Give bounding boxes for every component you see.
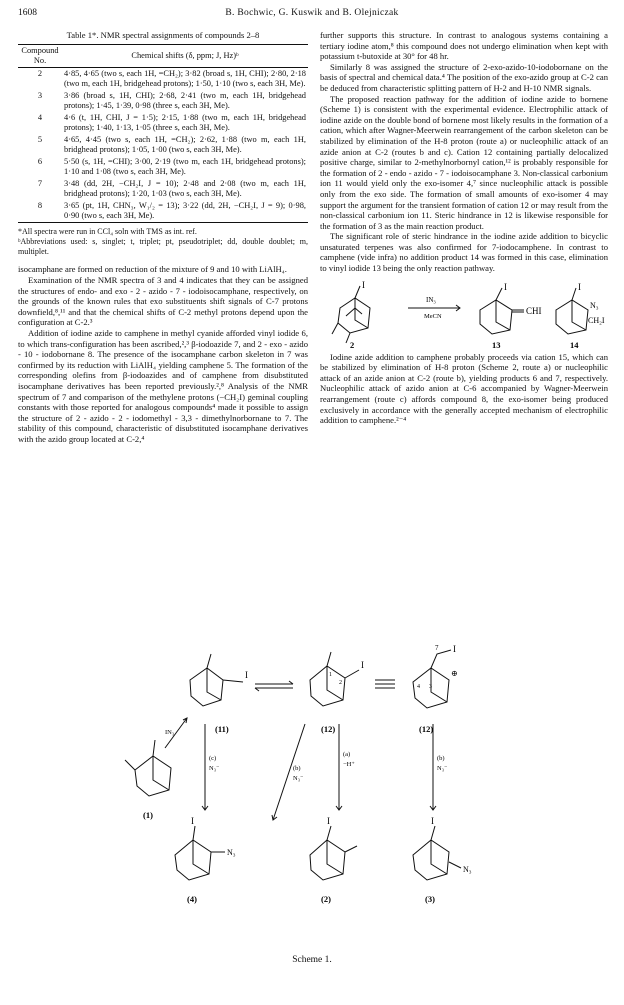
chemical-shifts: 3·86 (broad s, 1H, CHI); 2·68, 2·41 (two m, each 1H, bridgehead protons); 1·45, 1·39, 0·98 (three s, each 3H, Me). [64, 90, 306, 110]
compound-label: (12) [321, 724, 336, 734]
route-label: (b) [437, 755, 445, 762]
atom-label: 2 [339, 680, 342, 686]
atom-label: I [362, 279, 365, 290]
route-label: (a) [343, 751, 351, 758]
running-authors: B. Bochwic, G. Kuswik and B. Olejniczak [225, 8, 399, 18]
right-paragraph: The proposed reaction pathway for the addition of iodine azide to bornene (Scheme 1) is consistent with the experimental evidence. Electrophilic attack of iodine azide on the double bond of bornene most likely results in the formation of a cation, which after Wagner-Meerwein rearrangement of the carbon skeleton can be stabilized by elimination of the H-8 proton (route a) or nucleophilic attack of an azide anion at C-2 (routes b and c). Cation 12 containing partially delocalized positive charge, similar to 2-methylnorbornyl cation,¹² is probably responsible for the formation of 2 - endo - azido - 7 - iodoisocamphane 3. Non-classical carbonium ion 11 would yield only the exo-isomer 4,⁷ since nucleophilic attack is possible only from the exo side. The formation of small amounts of exo-isomer 4 may support the argument for the transient formation of cation 12 or may result from the non-classical carbonium ion 11. Steric hindrance in 12 is likewise responsible for the formation of 3 as the main reaction product. [320, 93, 608, 231]
scheme-caption: Scheme 1. [292, 955, 332, 965]
scheme-1 [95, 640, 555, 970]
atom-label: 1 [329, 672, 332, 678]
compound-number: 3 [37, 90, 43, 100]
atom-label: 4 [417, 684, 420, 690]
left-column [18, 30, 308, 444]
atom-label: I [431, 816, 434, 826]
atom-label: I [327, 816, 330, 826]
table-row [18, 156, 308, 178]
right-paragraph: Similarly 8 was assigned the structure of 2-exo-azido-10-iodobornane on the basis of spectral and chemical data.⁴ The position of the exo-azido group at C-2 can be deduced from characteristic splitting pattern of H-2 and H-10 NMR signals. [320, 61, 608, 93]
chemical-shifts: 5·50 (s, 1H, =CHI); 3·00, 2·19 (two m, each 1H, bridgehead protons); 1·10 and 1·08 (two s, each 3H, Me). [64, 156, 306, 176]
table-row [18, 67, 308, 90]
compound-label: (3) [425, 894, 435, 904]
compound-number: 6 [37, 156, 43, 166]
small-scheme [320, 278, 608, 350]
atom-label: I [453, 644, 456, 654]
table-row [18, 90, 308, 112]
route-label: (b) [293, 765, 301, 772]
left-paragraph: Addition of iodine azide to camphene in methyl cyanide afforded vinyl iodide 6, to which trans-configuration has been ascribed,²,³ β-iodoazide 7, and 2 - exo - azido - 10 - iodobornane 8. The presence of the isocamphane carbon skeleton in 7 was confirmed by its reduction with LiAlH₄ yielding camphene 5. The formation of the corresponding olefins from β-iodoazides and of camphene from disubstituted isocamphane derivatives has been reported previously.²,⁸ Analysis of the NMR spectrum of 7 and comparison of the methylene protons (−CH₂I) geminal coupling constants with those reported for analogous compounds⁴ made it possible to assign the structure of 2 - azido - 2 - iodomethyl - 3,3 - dimethylnorbornane to 7. The stability of this compound, characteristic of disubstituted isocamphane derivatives with the azido group located at C-2,⁴ [18, 327, 308, 444]
compound-number: 7 [37, 178, 43, 188]
atom-label: I [578, 281, 581, 292]
right-paragraph: Iodine azide addition to camphene probably proceeds via cation 15, which can be stabilized by elimination of H-8 proton (Scheme 2, route a) or nucleophilic attack of an azide anion at C-2 (route b), yielding products 6 and 7, respectively. Nucleophilic attack of azido anion at C-6 accompanied by Wagner-Meerwein rearrangement (route c) affords compound 8, the exo-isomer being produced exclusively in accordance with the generally accepted mechanism of electrophilic addition to camphene.²⁻⁴ [320, 351, 608, 426]
table-footnote-2: ᵇAbbreviations used: s, singlet; t, triplet; pt, pseudotriplet; dd, double doublet; m, multiplet. [18, 237, 308, 256]
left-paragraph: isocamphane are formed on reduction of the mixture of 9 and 10 with LiAlH₄. [18, 264, 287, 275]
table-row [18, 178, 308, 200]
right-paragraph: The significant role of steric hindrance in the iodine azide addition to bicyclic unsaturated terpenes was also confirmed for 7-iodocamphene. In contrast to camphene (vide infra) no addition product 14 was formed in this case, elimination to vinyl iodide 13 being the only reaction pathway. [320, 231, 608, 274]
reagent-label: IN₃ [426, 295, 436, 304]
atom-label: N₃ [463, 865, 472, 874]
nmr-table [18, 44, 308, 223]
compound-number: 8 [18, 200, 62, 223]
chemical-shifts: 4·6 (t, 1H, CHI, J = 1·5); 2·15, 1·88 (two m, each 1H, bridgehead protons); 1·40, 1·13, 1·05 (three s, each 3H, Me). [64, 112, 306, 132]
atom-label: I [361, 660, 364, 670]
chemical-shifts: 4·85, 4·65 (two s, each 1H, =CH₂); 3·82 (broad s, 1H, CHI); 2·80, 2·18 (two m, each 1H, bridgehead protons); 1·50, 1·10 (two s, each 3H, Me). [64, 68, 306, 88]
compound-number: 2 [37, 68, 43, 78]
chemical-shifts: 3·65 (pt, 1H, CHN₃, W₁/₂ = 13); 3·22 (dd, 2H, −CH₂I, J = 9); 0·98, 0·90 (two s, each 3H, Me). [62, 200, 308, 223]
table-row [18, 200, 308, 223]
chemical-shifts: 4·65, 4·45 (two s, each 1H, =CH₂); 2·62, 1·88 (two m, each 1H, bridghead protons); 1·05, 1·00 (two s, each 3H, Me). [64, 134, 306, 154]
compound-label: (12) [419, 724, 434, 734]
atom-label: CH₂I [588, 315, 605, 325]
table-row [18, 112, 308, 134]
compound-label: (2) [321, 894, 331, 904]
left-paragraph: Examination of the NMR spectra of 3 and 4 indicates that they can be assigned the structures of endo- and exo - 2 - azido - 7 - iodoisocamphane, respectively, on the grounds of the known rules that exo substituents shift signals of C-7 protons downfield,⁸,¹¹ and that the chemical shifts of C-2 methyl protons depend upon the configuration at C-2.³ [18, 274, 308, 328]
table-header-shifts: Chemical shifts (δ, ppm; J, Hz)ᵇ [62, 44, 308, 67]
atom-label: I [191, 816, 194, 826]
chemical-shifts: 3·48 (dd, 2H, −CH₂I, J = 10); 2·48 and 2·08 (two m, each 1H, bridghead protons); 1·20, 1·03 (two s, each 3H, Me). [64, 178, 306, 198]
atom-label: N₃ [227, 848, 236, 857]
compound-number: 5 [37, 134, 43, 144]
compound-label: 2 [350, 339, 355, 350]
compound-label: (1) [143, 810, 153, 820]
route-label: −H⁺ [343, 761, 355, 768]
table-footnote-1: *All spectra were run in CCl₄ soln with TMS as int. ref. [18, 226, 197, 236]
route-label: N₃⁻ [437, 765, 448, 772]
right-paragraph: further supports this structure. In contrast to analogous systems containing a tertiary iodine atom,⁸ this compound does not undergo elimination when kept with potassium t-butoxide at 30° for 48 hr. [320, 30, 608, 62]
atom-label: 7 [435, 644, 439, 652]
left-body [18, 264, 308, 444]
atom-label: ⊕ [451, 669, 458, 678]
route-label: N₃⁻ [209, 765, 220, 772]
compound-label: 13 [492, 339, 501, 350]
atom-label: I [245, 670, 248, 680]
table-header-compound: Compound No. [18, 44, 62, 67]
page-header [18, 8, 606, 22]
route-label: N₃⁻ [293, 775, 304, 782]
compound-label: (11) [215, 724, 229, 734]
right-column [320, 30, 608, 426]
atom-label: 3 [429, 684, 432, 690]
reagent-label: MeCN [424, 312, 442, 320]
atom-label: CHI [526, 305, 542, 316]
compound-label: (4) [187, 894, 197, 904]
page-number: 1608 [18, 8, 37, 18]
compound-number: 4 [37, 112, 43, 122]
route-label: (c) [209, 755, 217, 762]
atom-label: N₃ [590, 300, 599, 310]
table-caption: Table 1*. NMR spectral assignments of compounds 2–8 [66, 30, 260, 40]
table-row [18, 134, 308, 156]
atom-label: I [504, 281, 507, 292]
compound-label: 14 [570, 339, 579, 350]
route-label: IN₃ [165, 729, 175, 736]
